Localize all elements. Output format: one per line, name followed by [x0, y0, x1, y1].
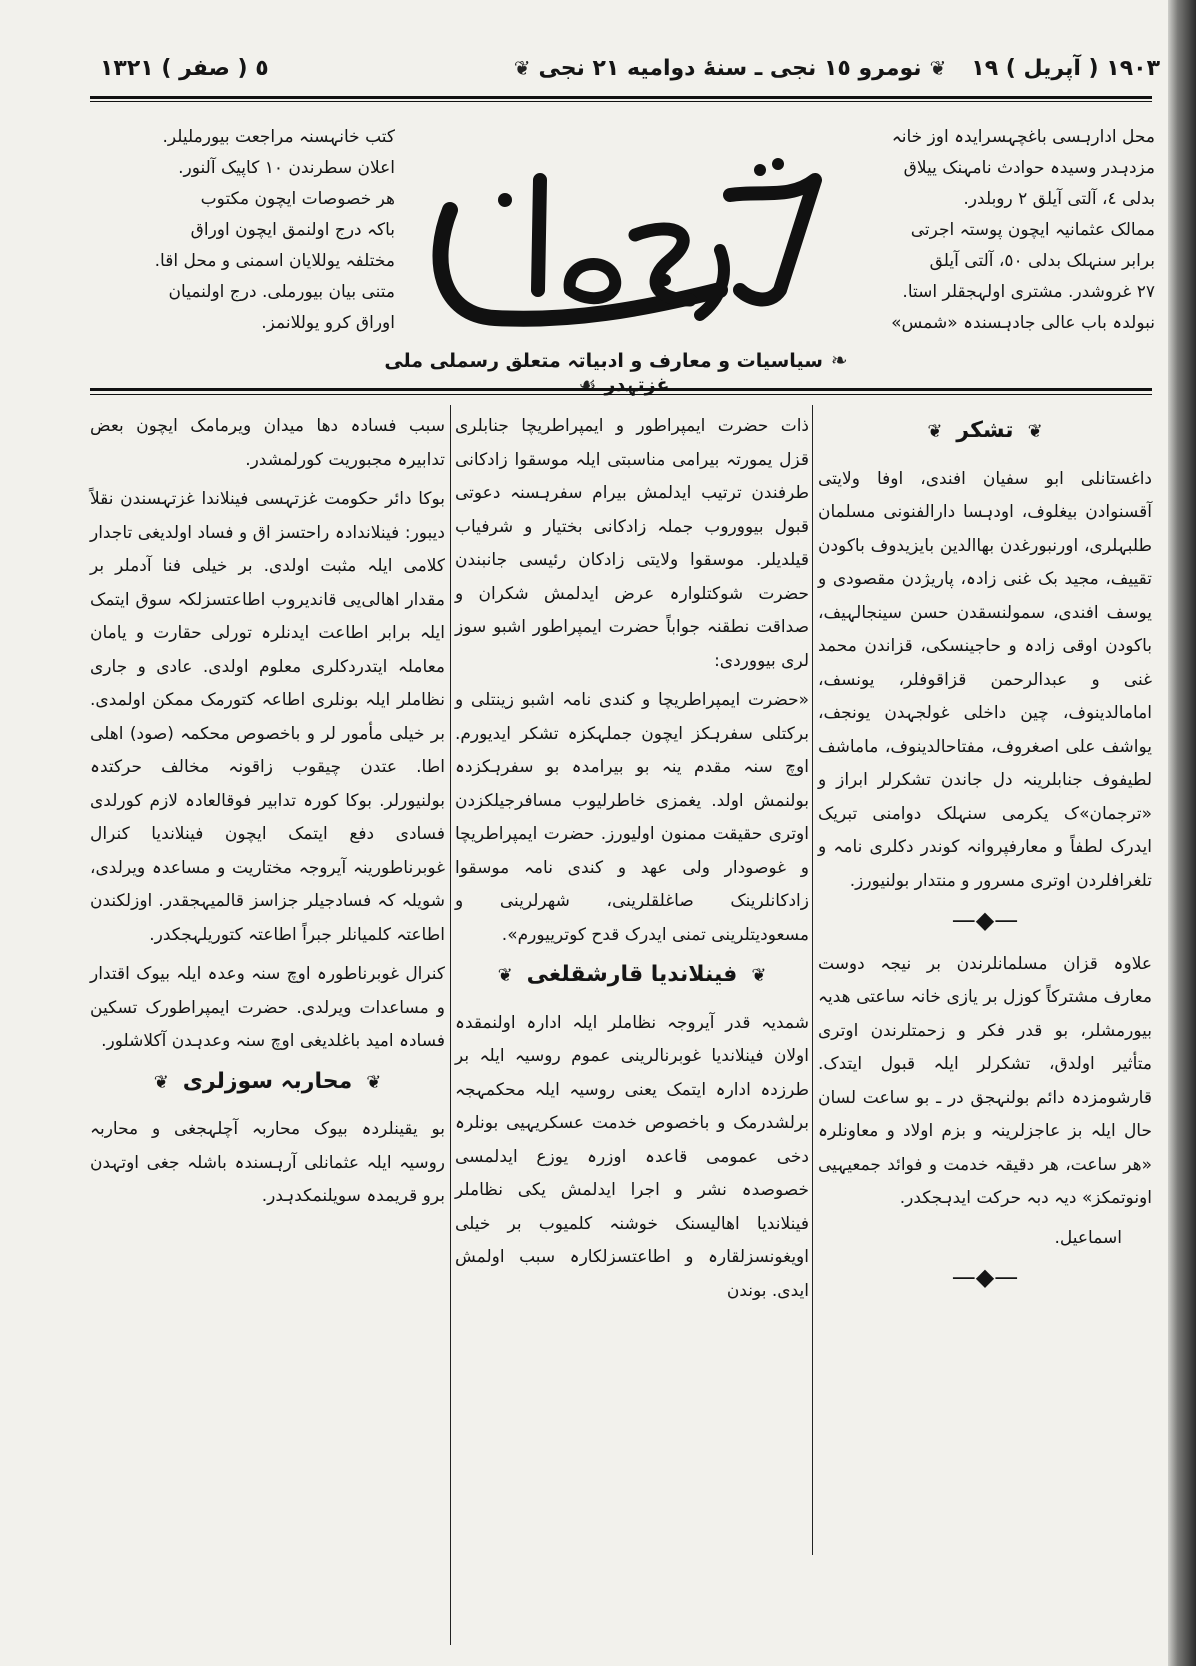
info-line: بدلی ٤، آلتی آیلق ٢ روبلدر.: [963, 189, 1155, 209]
section-heading-war: [90, 1065, 445, 1100]
heading-text: فینلاندیا قارشقلغی: [526, 962, 738, 987]
column-divider: [450, 405, 451, 1645]
hijri-date: ٥ ( صفر ) ١٣٢١: [100, 56, 269, 81]
heading-text: محاربہ سوزلری: [182, 1068, 353, 1094]
masthead-logo: [420, 140, 840, 340]
separator-ornament-icon: —◆—: [951, 1263, 1019, 1291]
ornament-icon: ❦: [513, 56, 531, 80]
masthead-rule: [90, 388, 1152, 391]
ornament-icon: ❦: [927, 421, 943, 442]
ornament-icon: ☙: [578, 372, 597, 396]
article-paragraph: ذات حضرت ایمپراطور و ایمپراطریچا جنابلری قزل یمورتہ بیرامی مناسبتی ایلہ موسقوا زادکانی طرفندن ترتیب ایدلمش بیرام سفرہسنہ دعوتی قبول بیووروب جملہ زادکانی بختیار و شرفیاب قیلدیلر. موسقوا ولایتی زادکان رئیسی جانبندن حضرت شوکتلوارہ عرض ایدلمش شکران و صداقت نطقنہ جواباً حضرت ایمپراطور اشبو سوز لری بیووردی:: [455, 416, 809, 671]
header-rule: [90, 96, 1152, 99]
info-line: متنی بیان بیورملی. درج اولنمیان: [168, 282, 395, 302]
column-middle: [455, 410, 809, 1314]
masthead-rule-thin: [90, 394, 1152, 395]
article-paragraph: بو یقینلردہ بیوک محاربہ آچلہجغی و محاربہ روسیہ ایلہ عثمانلی آرہسندہ باشلہ جغی اوتہدن برو قریمدہ سویلنمکدہدر.: [90, 1119, 445, 1206]
section-heading-finland: [455, 958, 809, 993]
info-line: کتب خانہسنہ مراجعت بیورملیلر.: [162, 127, 395, 147]
info-line: مختلفہ یوللایان اسمنی و محل اقا.: [154, 251, 395, 271]
ornament-icon: ❦: [153, 1071, 169, 1093]
info-block-right: [845, 122, 1155, 339]
info-line: نبولدہ باب عالی جادہسندہ «شمس»: [891, 313, 1155, 333]
article-paragraph: کنرال غوبرناطورہ اوچ سنہ وعدہ ایلہ بیوک اقتدار و مساعدات ویرلدی. حضرت ایمپراطورک تسکین فسادہ امید باغلدیغی اوچ سنہ وعدہدن آکلاشلور.: [90, 964, 445, 1051]
gregorian-date: ١٩٠٣ ( آپریل ) ١٩: [971, 56, 1160, 81]
ornament-icon: ❦: [1027, 421, 1043, 442]
issue-number-text: نومرو ١٥ نجى ـ سنهٔ دوامیه ٢١ نجى: [538, 56, 922, 81]
info-block-left: [95, 122, 395, 339]
info-line: اوراق کرو یوللانمز.: [261, 313, 395, 333]
info-line: برابر سنہلک بدلی ٥٠، آلتی آیلق: [929, 251, 1155, 271]
tagline-text: سیاسیات و معارف و ادبیاتہ متعلق رسملی ملی غزتہدر: [384, 350, 823, 396]
article-paragraph: داغستانلی ابو سفیان افندی، اوفا ولایتی آقسنوادن بیغلوف، اودہسا دارالفنونی مسلمان طلبہلری، اورنبورغدن بهاالدین بایزیدوف باکودن تقییف، مجید بک غنی زادہ، پاریژدن مقصودی و یوسف افندی، سمولنسقدن حسن سینجالہیف، باکودن اوقی زادہ و حاجینسکی، قزاندن محمد غنی و عبدالرحمن قزاقوفلر، یونسف، امامالدینوف، چین داخلی غولجہدن یونجف، یواشف علی اصغروف، مفتاحالدینوف، ماماشف لطیفوف جنابلرینہ دل جاندن تشکرلر ابراز و «ترجمان»ک یکرمی سنہلک دوامنی تبریک ایدرک لطفاً و معارفپروانہ کوندر دکلری نامہ و تلغرافلردن اوتری مسرور و منتدار بولنیورز.: [818, 468, 1152, 891]
article-paragraph: شمدیہ قدر آیروجہ نظاملر ایلہ ادارہ اولنمقدہ اولان فینلاندیا غوبرنالرینی عموم روسیہ ایلہ بر طرزدہ ادارہ ایتمک یعنی روسیہ ایلہ محکمہجہ برلشدرمک و باخصوص خدمت عسکریہیی بونلرہ دخی عمومی قاعدہ اوزرہ یوزع ایدلمسی خصوصدہ نشر و اجرا ایدلمش یکی نظاملر فینلاندیا اهالیسنک خوشنہ کلمیوب بر خیلی اویغونسزلقارہ و اطاعتسزلکارہ سبب اولمش ایدی. بوندن: [455, 1012, 809, 1301]
column-right: [818, 410, 1152, 1305]
scan-edge-shadow: [1168, 0, 1196, 1666]
info-line: محل ادارہسی باغچہسرایدہ اوز خانہ: [891, 127, 1155, 147]
dateline: [100, 48, 1160, 108]
column-left: [90, 410, 445, 1220]
ornament-icon: ❧: [830, 348, 848, 372]
column-divider: [812, 405, 813, 1555]
ornament-icon: ❦: [751, 965, 767, 986]
issue-number: [490, 56, 970, 81]
section-heading-thanks: [818, 414, 1152, 449]
ornament-icon: ❦: [497, 965, 513, 986]
ornament-icon: ❦: [929, 56, 947, 80]
signature: اسماعیل.: [1054, 1227, 1122, 1248]
info-line: اعلان سطرندن ١٠ کاپیک آلنور.: [178, 158, 395, 178]
header-rule-thin: [90, 101, 1152, 102]
heading-text: تشکر: [956, 418, 1014, 443]
info-line: ممالک عثمانیہ ایچون پوستہ اجرتی: [910, 220, 1155, 240]
info-line: باکہ درج اولنمق ایچون اوراق: [190, 220, 395, 240]
info-line: مزدہدر وسیدہ حوادث نامہنک ییلاق: [903, 158, 1155, 178]
separator-ornament-icon: —◆—: [951, 906, 1019, 934]
article-paragraph: سبب فسادہ دها میدان ویرمامک ایچون بعض تدابیرہ مجبوریت کورلمشدر.: [90, 416, 445, 470]
article-paragraph: بوکا دائر حکومت غزتہسی فینلاندا غزتہسندن نقلاً دیبور: فینلاندادہ راحتسز اق و فساد اولدیغی تاجدار کلامی ایلہ مثبت اولدی. بر خیلی فنا آدملر بر مقدار اهالی‌یی قاندیروب اطاعتسزلکہ سوق ایتمک ایلہ برابر اطاعت ایدنلرہ تورلی حقارت و یامان معاملہ ایتدردکلری معلوم اولدی. عادی و جاری نظاملر ایلہ بونلری اطاعہ کتورمک ممکن اولمدی. بر خیلی مأمور لر و باخصوص محکمہ (صود) اهلی اطا. عتدن چیقوب زاقونہ مخالف حرکتدہ بولنیورلر. بوکا کورہ تدابیر فوقالعادہ لازم کورلدی فسادی دفع ایتمک ایچون فینلاندیا کنرال غوبرناطورینہ آیروجہ مختاریت و مساعدہ ویرلدی، شویلہ کہ فسادجیلر جزاسز قالمیہجقدر. اوزلکندن اطاعتہ کلمیانلر جبراً اطاعتہ کتوریلہجکدر.: [90, 489, 445, 945]
info-line: ٢٧ غروشدر. مشتری اولہجقلر استا.: [902, 282, 1155, 302]
article-paragraph: علاوہ قزان مسلمانلرندن بر نیجہ دوست معارف مشترکاً کوزل بر یازی خانہ ساعتی هدیہ بیورمشلر، بو قدر فکر و زحمتلرندن اوتری متأثیر اولدق، تشکرلر ایلہ قبول ایتدک. قارشومزدہ دائم بولنہجق در ـ بو ساعت لسان حال ایلہ بز عاجزلرینہ و بزم اولاد و معاونلرہ «هر ساعت، هر دقیقہ خدمت و فوائد جمعیہیی اونوتمکز» دیہ دبہ حرکت ایدہجکدر.: [818, 953, 1152, 1208]
ornament-icon: ❦: [366, 1071, 382, 1093]
info-line: هر خصوصات ایچون مکتوب: [200, 189, 395, 209]
article-paragraph: «حضرت ایمپراطریچا و کندی نامہ اشبو زینتلی و برکتلی سفرہکز ایچون جملہکزہ تشکر ایدیورم. اوچ سنہ مقدم ینہ بو بیرامدہ بو سفرہکزدہ بولنمش اولد. یغمزی خاطرلیوب مسافرجیلکزدن اوتری حقیقت ممنون اولیورز. حضرت ایمپراطریچا و غوصودار ولی عهد و کندی نامہ موسقوا زادکانلرینک صاغلقلرینی، شهرلرینی و مسعودیتلرینی تمنی ایدرک قدح کوترییورم».: [455, 690, 809, 945]
